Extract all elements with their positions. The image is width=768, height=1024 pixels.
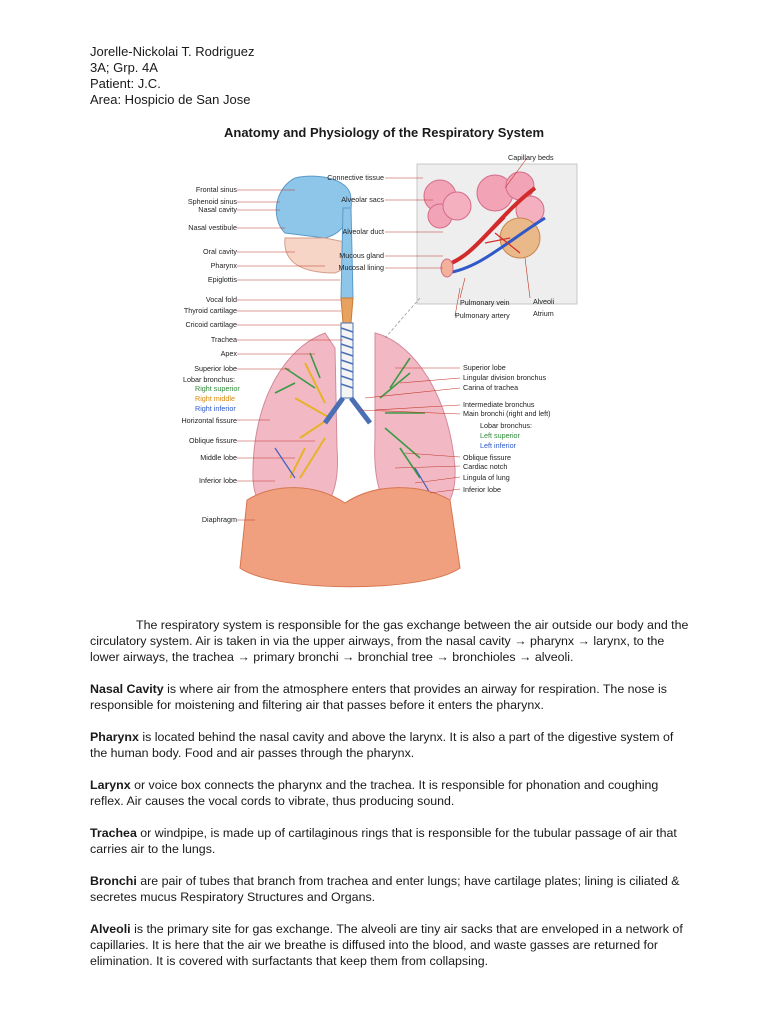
desc-pharynx: is located behind the nasal cavity and above the larynx. It is also a part of the digestive system of the human body. Food and air passes through the pharynx.: [90, 730, 674, 760]
label-right-middle: Right middle: [195, 394, 235, 403]
label-alveolar-duct: Alveolar duct: [342, 227, 384, 236]
term-bronchi: Bronchi: [90, 874, 137, 888]
term-larynx: Larynx: [90, 778, 131, 792]
label-vocal-fold: Vocal fold: [205, 295, 237, 304]
label-sphenoid-sinus: Sphenoid sinus: [187, 197, 237, 206]
label-pharynx: Pharynx: [210, 261, 237, 270]
paragraph-alveoli: [90, 921, 690, 969]
label-cricoid-cartilage: Cricoid cartilage: [185, 320, 237, 329]
label-frontal-sinus: Frontal sinus: [195, 185, 237, 194]
label-main-bronchi: Main bronchi (right and left): [463, 409, 551, 418]
paragraph-nasal-cavity: [90, 681, 690, 713]
desc-larynx: or voice box connects the pharynx and the trachea. It is responsible for phonation and coughing reflex. Air causes the vocal cords to vibrate, thus producing sound.: [90, 778, 659, 808]
label-right-superior: Right superior: [195, 384, 240, 393]
paragraph-larynx: [90, 777, 690, 809]
label-horizontal-fissure: Horizontal fissure: [181, 416, 237, 425]
label-lobar-bronchus-left: Lobar bronchus:: [480, 421, 532, 430]
label-middle-lobe: Middle lobe: [200, 453, 237, 462]
label-trachea: Trachea: [210, 335, 237, 344]
label-nasal-cavity: Nasal cavity: [198, 205, 237, 214]
section-group: 3A; Grp. 4A: [90, 60, 158, 75]
intro-paragraph: The respiratory system is responsible for the gas exchange between the air outside our body and the circulatory system. Air is taken in via the upper airways, from the nasal cavity → pharynx → larynx, to the lower airways, the trachea → primary bronchi → bronchial tree → bronchioles → alveoli.: [90, 618, 689, 664]
desc-trachea: or windpipe, is made up of cartilaginous rings that is responsible for the tubular passage of air that carries air to the lungs.: [90, 826, 677, 856]
label-superior-lobe-left: Superior lobe: [463, 363, 506, 372]
label-pulmonary-vein: Pulmonary vein: [460, 298, 510, 307]
label-cardiac-notch: Cardiac notch: [463, 462, 508, 471]
label-apex: Apex: [220, 349, 237, 358]
label-alveoli: Alveoli: [533, 297, 555, 306]
label-inferior-lobe-left: Inferior lobe: [463, 485, 501, 494]
label-epiglottis: Epiglottis: [207, 275, 237, 284]
author-name: Jorelle-Nickolai T. Rodriguez: [90, 44, 255, 59]
label-nasal-vestibule: Nasal vestibule: [188, 223, 237, 232]
body-text: [90, 617, 690, 985]
label-diaphragm: Diaphragm: [201, 515, 237, 524]
label-lingular-division-bronchus: Lingular division bronchus: [463, 373, 547, 382]
label-atrium: Atrium: [533, 309, 554, 318]
label-lobar-bronchus-right: Lobar bronchus:: [183, 375, 235, 384]
label-carina-of-trachea: Carina of trachea: [463, 383, 519, 392]
label-thyroid-cartilage: Thyroid cartilage: [183, 306, 237, 315]
document-header: [90, 44, 255, 108]
paragraph-pharynx: [90, 729, 690, 761]
label-alveolar-sacs: Alveolar sacs: [341, 195, 384, 204]
desc-nasal-cavity: is where air from the atmosphere enters that provides an airway for respiration. The nose is responsible for moistening and filtering air that passes before it enters the pharynx.: [90, 682, 667, 712]
term-nasal-cavity: Nasal Cavity: [90, 682, 164, 696]
respiratory-diagram: [175, 148, 595, 598]
label-right-inferior: Right inferior: [195, 404, 236, 413]
label-left-inferior: Left inferior: [480, 441, 516, 450]
label-left-superior: Left superior: [480, 431, 520, 440]
label-pulmonary-artery: Pulmonary artery: [455, 311, 510, 320]
desc-alveoli: is the primary site for gas exchange. The alveoli are tiny air sacks that are enveloped in a network of capillaries. It is here that the air we breathe is diffused into the blood, and waste gasses are returned for elimination. It is covered with surfactants that keep them from collapsing.: [90, 922, 683, 968]
label-oral-cavity: Oral cavity: [203, 247, 237, 256]
term-alveoli: Alveoli: [90, 922, 131, 936]
label-superior-lobe-right: Superior lobe: [194, 364, 237, 373]
paragraph-bronchi: [90, 873, 690, 905]
label-mucous-gland: Mucous gland: [339, 251, 384, 260]
figure-title: Anatomy and Physiology of the Respiratory System: [223, 125, 545, 140]
label-inferior-lobe-right: Inferior lobe: [199, 476, 237, 485]
label-oblique-fissure-left: Oblique fissure: [463, 453, 511, 462]
label-connective-tissue: Connective tissue: [327, 173, 384, 182]
term-trachea: Trachea: [90, 826, 137, 840]
paragraph-trachea: [90, 825, 690, 857]
label-intermediate-bronchus: Intermediate bronchus: [463, 400, 535, 409]
patient-line: Patient: J.C.: [90, 76, 161, 91]
term-pharynx: Pharynx: [90, 730, 139, 744]
label-lingula-of-lung: Lingula of lung: [463, 473, 510, 482]
area-line: Area: Hospicio de San Jose: [90, 92, 251, 107]
label-capillary-beds: Capillary beds: [508, 153, 554, 162]
desc-bronchi: are pair of tubes that branch from trachea and enter lungs; have cartilage plates; lining is ciliated & secretes mucus Respiratory Structures and Organs.: [90, 874, 680, 904]
label-mucosal-lining: Mucosal lining: [338, 263, 384, 272]
label-oblique-fissure-right: Oblique fissure: [189, 436, 237, 445]
